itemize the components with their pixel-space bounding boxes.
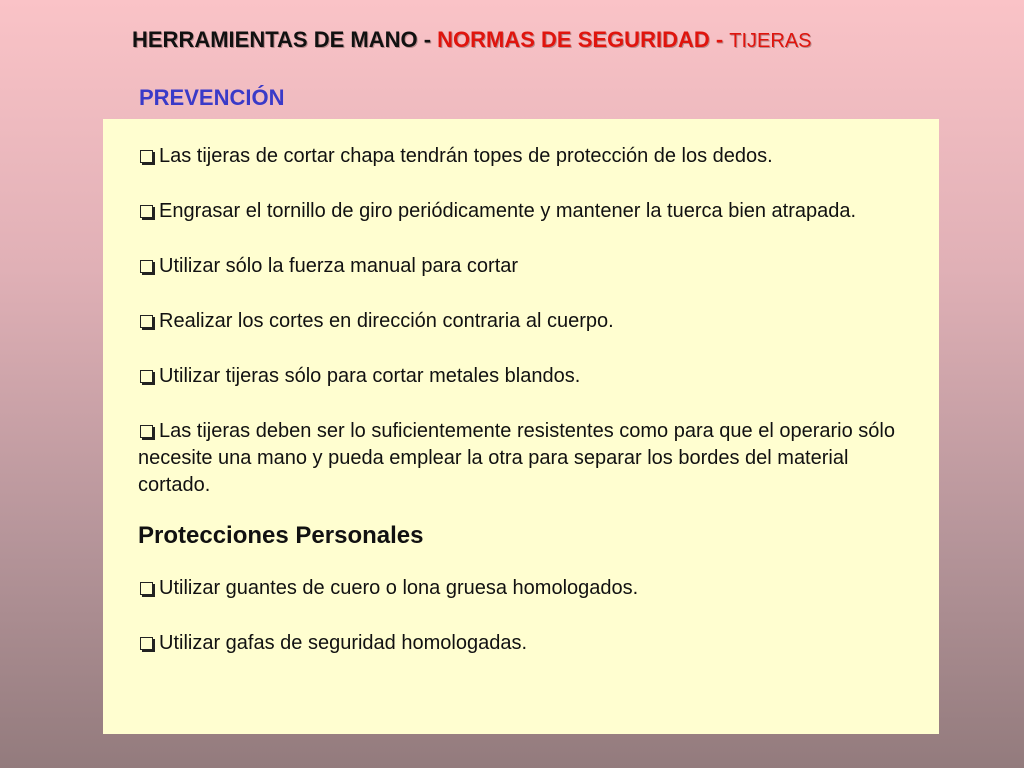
prevention-item xyxy=(138,418,909,499)
personal-protection-heading: Protecciones Personales xyxy=(138,522,424,549)
prevention-item-text: Engrasar el tornillo de giro periódicamente y mantener la tuerca bien atrapada. xyxy=(159,200,857,222)
prevention-item-text: Utilizar tijeras sólo para cortar metales blandos. xyxy=(159,365,581,387)
prevention-item-text: Realizar los cortes en dirección contraria al cuerpo. xyxy=(159,310,614,332)
checkbox-bullet-icon xyxy=(140,205,153,218)
prevention-item-text: Las tijeras de cortar chapa tendrán topes de protección de los dedos. xyxy=(159,145,773,167)
checkbox-bullet-icon xyxy=(140,582,153,595)
slide-title xyxy=(132,27,812,53)
prevention-item xyxy=(138,198,909,225)
personal-item-text: Utilizar gafas de seguridad homologadas. xyxy=(159,632,527,654)
prevention-item xyxy=(138,363,909,390)
title-norms: NORMAS DE SEGURIDAD - xyxy=(437,27,730,52)
prevention-item xyxy=(138,308,909,335)
content-panel xyxy=(103,119,939,734)
prevention-item xyxy=(138,253,909,280)
prevention-item-text: Utilizar sólo la fuerza manual para cortar xyxy=(159,255,519,277)
checkbox-bullet-icon xyxy=(140,150,153,163)
checkbox-bullet-icon xyxy=(140,370,153,383)
prevention-item-text: Las tijeras deben ser lo suficientemente resistentes como para que el operario sólo necesite una mano y pueda emplear la otra para separar los bordes del material cortado. xyxy=(138,420,895,496)
checkbox-bullet-icon xyxy=(140,425,153,438)
checkbox-bullet-icon xyxy=(140,260,153,273)
personal-item-text: Utilizar guantes de cuero o lona gruesa homologados. xyxy=(159,577,639,599)
checkbox-bullet-icon xyxy=(140,315,153,328)
checkbox-bullet-icon xyxy=(140,637,153,650)
personal-item xyxy=(138,630,909,657)
prevention-item xyxy=(138,143,909,170)
personal-item xyxy=(138,575,909,602)
title-main: HERRAMIENTAS DE MANO - xyxy=(132,27,438,52)
title-topic: TIJERAS xyxy=(729,30,812,52)
prevention-heading: PREVENCIÓN xyxy=(139,85,285,110)
